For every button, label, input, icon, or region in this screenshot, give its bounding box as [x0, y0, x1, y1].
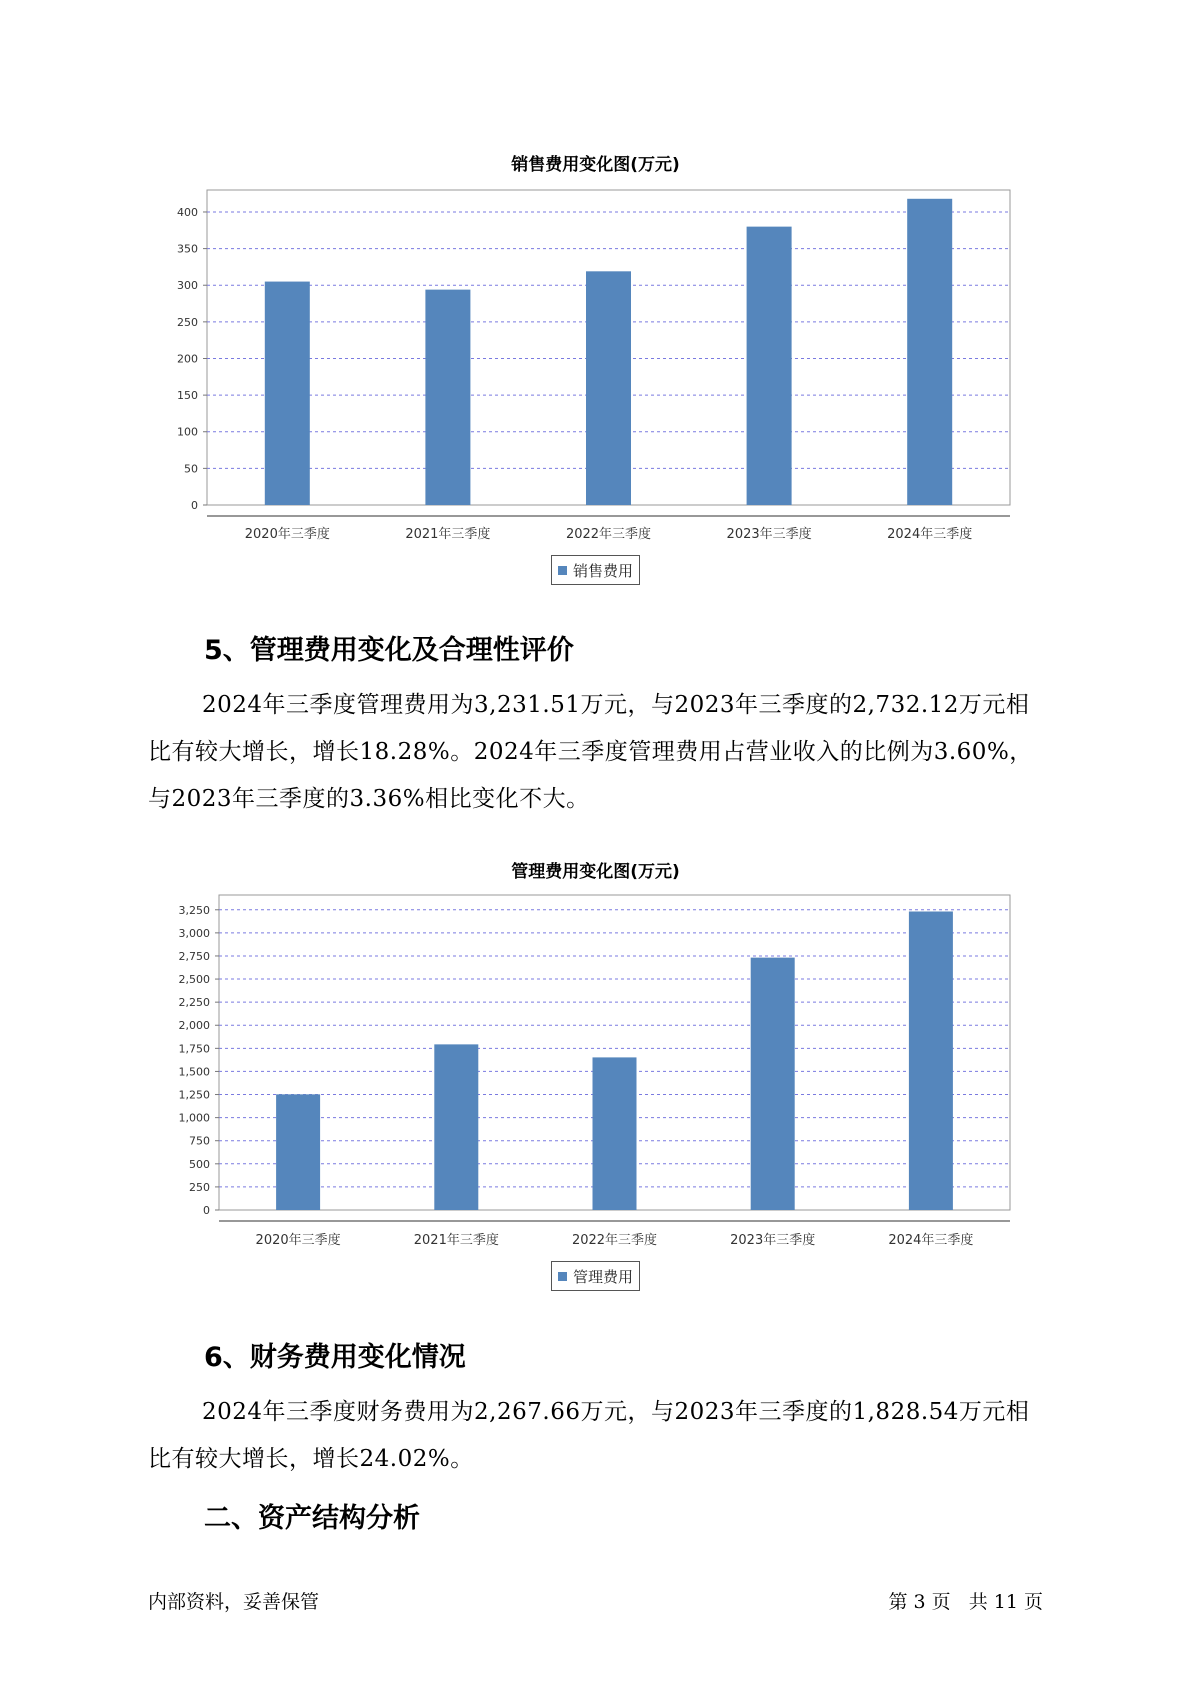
y-tick-label: 1,500 [178, 1065, 210, 1079]
footer-page-number: 第 3 页 共 11 页 [888, 1591, 1043, 1613]
x-tick-label: 2024年三季度 [887, 527, 973, 542]
y-tick-label: 3,000 [178, 926, 210, 940]
y-tick-label: 250 [177, 315, 198, 329]
admin-expense-legend [551, 1261, 640, 1291]
section5-paragraph: 2024年三季度管理费用为3,231.51万元，与2023年三季度的2,732.12万元相比有较大增长，增长18.28%。2024年三季度管理费用占营业收入的比例为3.60%，与2023年三季度的3.36%相比变化不大。 [148, 692, 1033, 812]
y-tick-label: 750 [189, 1134, 210, 1148]
y-tick-label: 2,500 [178, 973, 210, 987]
y-tick-label: 1,000 [178, 1111, 210, 1125]
y-tick-label: 300 [177, 279, 198, 293]
admin-expense-chart-title: 管理费用变化图(万元) [511, 862, 680, 882]
y-tick-label: 400 [177, 205, 198, 219]
section6-heading: 6、财务费用变化情况 [204, 1342, 466, 1373]
x-tick-label: 2021年三季度 [405, 527, 491, 542]
x-tick-label: 2022年三季度 [571, 1233, 658, 1248]
section6-paragraph: 2024年三季度财务费用为2,267.66万元，与2023年三季度的1,828.54万元相比有较大增长，增长24.02%。 [148, 1399, 1030, 1472]
y-tick-label: 150 [177, 389, 198, 403]
y-tick-label: 50 [184, 462, 198, 476]
y-tick-label: 0 [191, 499, 198, 512]
sales-expense-chart-title: 销售费用变化图(万元) [511, 155, 680, 175]
x-tick-label: 2024年三季度 [888, 1233, 974, 1248]
y-tick-label: 2,750 [178, 949, 210, 963]
y-tick-label: 500 [189, 1157, 210, 1171]
footer-left: 内部资料，妥善保管 [148, 1591, 320, 1613]
y-tick-label: 200 [177, 352, 198, 366]
y-tick-label: 3,250 [178, 903, 210, 917]
bar-2022年三季度 [593, 1057, 637, 1210]
x-tick-label: 2020年三季度 [244, 527, 330, 542]
bar-2020年三季度 [276, 1094, 320, 1210]
legend-label-sales: 销售费用 [573, 561, 634, 580]
y-tick-label: 100 [177, 425, 198, 439]
section-two-heading: 二、资产结构分析 [204, 1503, 420, 1534]
x-tick-label: 2022年三季度 [565, 527, 652, 542]
y-tick-label: 0 [203, 1204, 210, 1217]
bar-2021年三季度 [434, 1044, 478, 1210]
y-tick-label: 350 [177, 242, 198, 256]
bar-2024年三季度 [909, 911, 953, 1210]
bar-2023年三季度 [751, 958, 795, 1210]
y-tick-label: 2,000 [178, 1019, 210, 1033]
y-tick-label: 1,250 [178, 1088, 210, 1102]
section5-heading: 5、管理费用变化及合理性评价 [204, 635, 574, 666]
legend-swatch-admin [558, 1272, 567, 1281]
y-tick-label: 2,250 [178, 996, 210, 1010]
x-tick-label: 2020年三季度 [255, 1233, 341, 1248]
y-tick-label: 250 [189, 1180, 210, 1194]
x-tick-label: 2021年三季度 [413, 1233, 499, 1248]
y-tick-label: 1,750 [178, 1042, 210, 1056]
x-tick-label: 2023年三季度 [730, 1233, 816, 1248]
x-tick-label: 2023年三季度 [726, 527, 812, 542]
legend-label-admin: 管理费用 [573, 1267, 634, 1286]
